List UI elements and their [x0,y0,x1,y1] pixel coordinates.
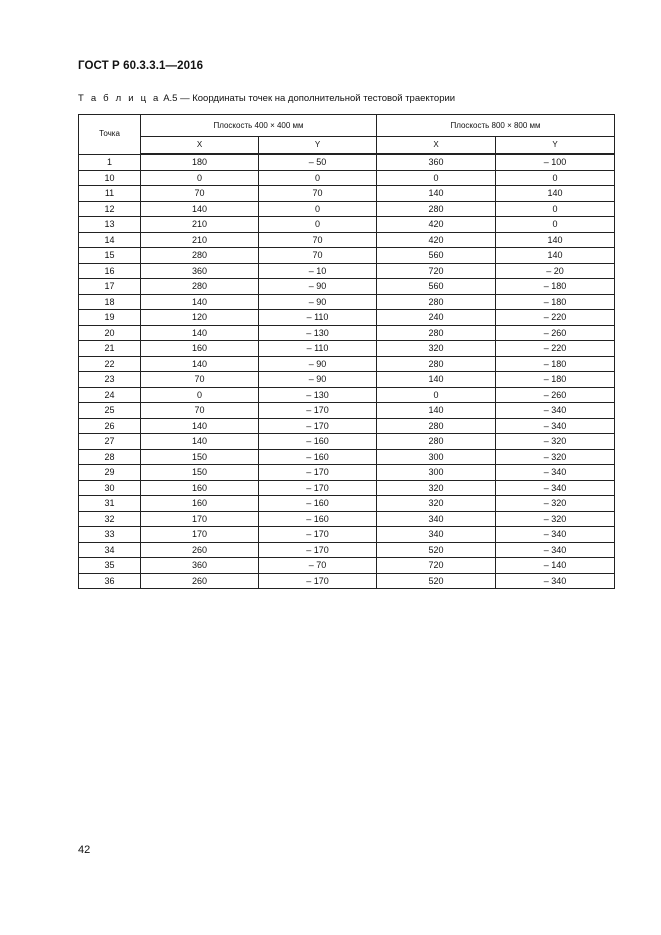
plane-800-y-cell: – 340 [496,542,615,558]
plane-800-x-cell: 420 [377,217,496,233]
table-row [79,542,615,558]
coordinates-table [78,114,615,589]
plane-800-y-cell: 0 [496,170,615,186]
plane-800-y-cell: 0 [496,217,615,233]
plane-800-y-cell: – 20 [496,263,615,279]
plane-400-y-cell: – 130 [259,325,377,341]
point-cell: 10 [79,170,141,186]
table-row [79,310,615,326]
plane-800-y-cell: – 140 [496,558,615,574]
plane-800-x-cell: 280 [377,418,496,434]
point-cell: 23 [79,372,141,388]
table-row [79,356,615,372]
plane-800-x-cell: 520 [377,542,496,558]
plane-400-y-cell: – 170 [259,403,377,419]
table-row [79,279,615,295]
point-cell: 30 [79,480,141,496]
plane-400-y-cell: 70 [259,232,377,248]
table-row [79,387,615,403]
table-body [79,154,615,589]
table-row [79,449,615,465]
table-row [79,496,615,512]
caption-dash: — [180,93,190,104]
plane-800-y-cell: – 220 [496,341,615,357]
plane-400-y-cell: 0 [259,201,377,217]
point-cell: 18 [79,294,141,310]
plane-400-y-cell: – 170 [259,480,377,496]
table-row [79,186,615,202]
plane-800-y-cell: – 180 [496,294,615,310]
plane-400-x-cell: 70 [141,403,259,419]
plane-800-x-cell: 140 [377,372,496,388]
table-row [79,434,615,450]
plane-400-x-cell: 180 [141,154,259,170]
table-row [79,325,615,341]
plane-800-x-cell: 560 [377,248,496,264]
plane-400-x-cell: 140 [141,356,259,372]
plane-800-x-cell: 280 [377,434,496,450]
plane-400-y-cell: – 170 [259,465,377,481]
plane-800-x-cell: 340 [377,527,496,543]
table-row [79,232,615,248]
table-caption [78,93,455,104]
plane-800-x-cell: 280 [377,356,496,372]
table-row [79,154,615,170]
plane-800-y-cell: – 260 [496,325,615,341]
plane-800-y-cell: – 340 [496,480,615,496]
point-cell: 34 [79,542,141,558]
plane-400-y-cell: 70 [259,186,377,202]
point-cell: 26 [79,418,141,434]
plane-800-x-cell: 280 [377,201,496,217]
plane-400-y-cell: – 160 [259,434,377,450]
plane-800-x-header: X [377,137,496,155]
plane-400-x-cell: 140 [141,201,259,217]
plane-800-x-cell: 240 [377,310,496,326]
plane-400-x-cell: 120 [141,310,259,326]
plane-400-y-cell: – 170 [259,527,377,543]
plane-400-x-cell: 70 [141,372,259,388]
plane-400-y-cell: – 170 [259,418,377,434]
plane-400-y-header: Y [259,137,377,155]
plane-800-y-cell: – 340 [496,418,615,434]
plane-800-y-header: Y [496,137,615,155]
table-row [79,511,615,527]
plane-400-x-cell: 260 [141,542,259,558]
plane-800-y-cell: – 340 [496,573,615,589]
plane-800-y-cell: – 320 [496,511,615,527]
plane-400-y-cell: 0 [259,217,377,233]
point-cell: 16 [79,263,141,279]
plane-800-y-cell: – 340 [496,527,615,543]
plane-400-y-cell: – 170 [259,542,377,558]
plane-800-y-cell: 140 [496,186,615,202]
plane-400-x-cell: 280 [141,279,259,295]
table-row [79,263,615,279]
plane-800-x-cell: 320 [377,341,496,357]
plane-400-y-cell: – 90 [259,372,377,388]
point-cell: 20 [79,325,141,341]
plane-800-y-cell: – 320 [496,449,615,465]
plane-400-x-cell: 260 [141,573,259,589]
plane-400-header: Плоскость 400 × 400 мм [141,115,377,137]
plane-800-y-cell: – 220 [496,310,615,326]
point-cell: 25 [79,403,141,419]
plane-400-x-cell: 150 [141,449,259,465]
plane-400-y-cell: – 170 [259,573,377,589]
caption-text: Координаты точек на дополнительной тестовой траектории [192,93,456,104]
point-cell: 24 [79,387,141,403]
point-cell: 11 [79,186,141,202]
plane-800-x-cell: 280 [377,325,496,341]
point-cell: 28 [79,449,141,465]
table-row [79,217,615,233]
plane-400-x-cell: 140 [141,325,259,341]
point-cell: 19 [79,310,141,326]
plane-800-y-cell: – 180 [496,356,615,372]
table-row [79,201,615,217]
plane-400-x-cell: 140 [141,418,259,434]
plane-800-x-cell: 420 [377,232,496,248]
point-cell: 15 [79,248,141,264]
plane-800-x-cell: 280 [377,294,496,310]
plane-800-y-cell: – 340 [496,403,615,419]
plane-800-x-cell: 300 [377,449,496,465]
plane-400-y-cell: – 110 [259,341,377,357]
plane-800-x-cell: 0 [377,170,496,186]
plane-400-x-cell: 160 [141,341,259,357]
plane-400-x-cell: 210 [141,232,259,248]
point-cell: 22 [79,356,141,372]
point-cell: 21 [79,341,141,357]
plane-800-x-cell: 320 [377,496,496,512]
plane-400-x-cell: 160 [141,480,259,496]
point-cell: 12 [79,201,141,217]
plane-400-y-cell: 70 [259,248,377,264]
plane-400-x-cell: 360 [141,263,259,279]
plane-400-x-cell: 150 [141,465,259,481]
table-row [79,573,615,589]
plane-800-y-cell: 140 [496,248,615,264]
point-cell: 36 [79,573,141,589]
caption-label: Т а б л и ц а [78,93,161,104]
table-row [79,403,615,419]
plane-800-y-cell: – 260 [496,387,615,403]
table-row [79,558,615,574]
plane-800-x-cell: 720 [377,263,496,279]
plane-400-y-cell: – 160 [259,496,377,512]
table-row [79,248,615,264]
plane-800-x-cell: 360 [377,154,496,170]
plane-800-x-cell: 140 [377,186,496,202]
point-cell: 13 [79,217,141,233]
table-row [79,372,615,388]
point-cell: 14 [79,232,141,248]
point-column-header: Точка [79,115,141,155]
point-cell: 31 [79,496,141,512]
plane-800-x-cell: 320 [377,480,496,496]
plane-400-x-cell: 0 [141,387,259,403]
plane-400-y-cell: – 110 [259,310,377,326]
point-cell: 27 [79,434,141,450]
plane-800-x-cell: 0 [377,387,496,403]
table-row [79,294,615,310]
plane-800-x-cell: 340 [377,511,496,527]
plane-800-x-cell: 560 [377,279,496,295]
plane-400-y-cell: – 160 [259,449,377,465]
plane-800-y-cell: – 320 [496,434,615,450]
point-cell: 17 [79,279,141,295]
plane-400-y-cell: – 90 [259,279,377,295]
plane-800-x-cell: 720 [377,558,496,574]
plane-400-x-cell: 140 [141,294,259,310]
point-cell: 35 [79,558,141,574]
plane-800-y-cell: – 320 [496,496,615,512]
point-cell: 1 [79,154,141,170]
plane-400-y-cell: – 50 [259,154,377,170]
plane-400-x-cell: 280 [141,248,259,264]
plane-400-y-cell: – 10 [259,263,377,279]
point-cell: 33 [79,527,141,543]
plane-800-y-cell: 140 [496,232,615,248]
table-row [79,341,615,357]
plane-800-header: Плоскость 800 × 800 мм [377,115,615,137]
plane-800-x-cell: 520 [377,573,496,589]
plane-400-x-cell: 160 [141,496,259,512]
plane-400-y-cell: – 130 [259,387,377,403]
document-header: ГОСТ Р 60.3.3.1—2016 [78,60,204,72]
plane-400-x-cell: 0 [141,170,259,186]
plane-400-y-cell: – 70 [259,558,377,574]
table-row [79,465,615,481]
plane-400-x-header: X [141,137,259,155]
plane-800-y-cell: – 340 [496,465,615,481]
plane-400-y-cell: – 160 [259,511,377,527]
page-number: 42 [78,844,91,856]
plane-400-x-cell: 170 [141,527,259,543]
plane-400-x-cell: 70 [141,186,259,202]
table-row [79,480,615,496]
plane-400-x-cell: 210 [141,217,259,233]
table-row [79,527,615,543]
plane-800-y-cell: – 180 [496,279,615,295]
plane-800-x-cell: 140 [377,403,496,419]
plane-800-y-cell: 0 [496,201,615,217]
plane-400-y-cell: 0 [259,170,377,186]
plane-400-x-cell: 360 [141,558,259,574]
point-cell: 32 [79,511,141,527]
table-row [79,418,615,434]
caption-number: А.5 [163,93,178,104]
plane-800-x-cell: 300 [377,465,496,481]
plane-800-y-cell: – 100 [496,154,615,170]
plane-400-y-cell: – 90 [259,356,377,372]
plane-400-x-cell: 140 [141,434,259,450]
plane-400-y-cell: – 90 [259,294,377,310]
plane-800-y-cell: – 180 [496,372,615,388]
point-cell: 29 [79,465,141,481]
table-row [79,170,615,186]
plane-400-x-cell: 170 [141,511,259,527]
